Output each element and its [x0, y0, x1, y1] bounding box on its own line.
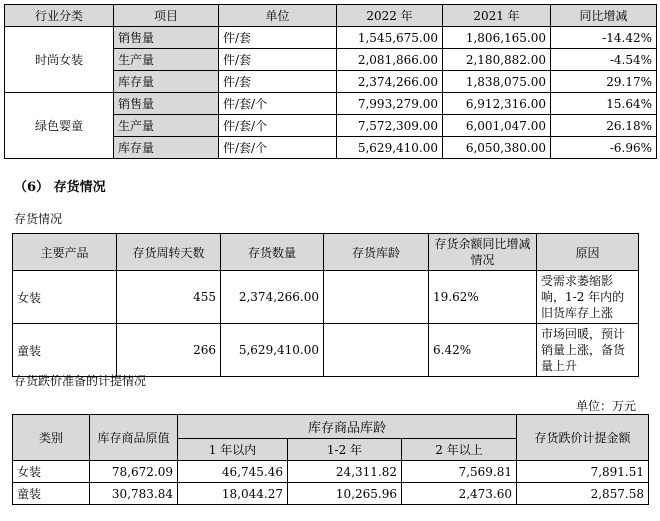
header-industry: 行业分类 — [5, 5, 114, 27]
balance-change-cell: 19.62% — [429, 271, 537, 324]
value-2021-cell: 1,806,165.00 — [443, 27, 551, 49]
unit-cell: 件/套 — [219, 71, 337, 93]
product-cell: 女装 — [13, 271, 117, 324]
header-unit: 单位 — [219, 5, 337, 27]
unit-note: 单位：万元 — [576, 399, 637, 413]
change-cell: -4.54% — [551, 49, 657, 71]
change-cell: -14.42% — [551, 27, 657, 49]
inventory-table — [12, 233, 639, 377]
item-cell: 库存量 — [114, 137, 219, 159]
change-cell: 15.64% — [551, 93, 657, 115]
over-2-years-cell: 2,473.60 — [402, 483, 517, 505]
original-value-cell: 78,672.09 — [90, 461, 178, 483]
table-row — [13, 271, 639, 324]
value-2022-cell: 2,081,866.00 — [337, 49, 443, 71]
item-cell: 库存量 — [114, 71, 219, 93]
days-cell: 266 — [117, 324, 221, 377]
value-2022-cell: 7,993,279.00 — [337, 93, 443, 115]
quantity-cell: 2,374,266.00 — [221, 271, 324, 324]
over-2-years-cell: 7,569.81 — [402, 461, 517, 483]
item-cell: 生产量 — [114, 49, 219, 71]
unit-cell: 件/套 — [219, 49, 337, 71]
value-2021-cell: 6,912,316.00 — [443, 93, 551, 115]
1-2-years-cell: 10,265.96 — [288, 483, 402, 505]
item-cell: 销售量 — [114, 93, 219, 115]
table-row — [13, 461, 649, 483]
value-2021-cell: 6,050,380.00 — [443, 137, 551, 159]
reason-cell: 市场回暖，预计销量上涨，备货量上升 — [537, 324, 639, 377]
header-product: 主要产品 — [13, 234, 117, 271]
header-age: 存货库龄 — [324, 234, 429, 271]
header-change: 同比增减 — [551, 5, 657, 27]
header-turnover-days: 存货周转天数 — [117, 234, 221, 271]
subheading-inventory: 存货情况 — [14, 212, 63, 226]
item-cell: 销售量 — [114, 27, 219, 49]
subheading-provision: 存货跌价准备的计提情况 — [14, 374, 147, 388]
value-2021-cell: 2,180,882.00 — [443, 49, 551, 71]
header-balance-change: 存货余额同比增减情况 — [429, 234, 537, 271]
balance-change-cell: 6.42% — [429, 324, 537, 377]
product-cell: 童装 — [13, 324, 117, 377]
age-cell — [324, 271, 429, 324]
value-2021-cell: 1,838,075.00 — [443, 71, 551, 93]
production-sales-table — [4, 4, 657, 159]
quantity-cell: 5,629,410.00 — [221, 324, 324, 377]
table-row — [5, 93, 657, 115]
age-cell — [324, 324, 429, 377]
within-1-year-cell: 46,745.46 — [178, 461, 288, 483]
header-2021: 2021 年 — [443, 5, 551, 27]
table-row — [13, 324, 639, 377]
unit-cell: 件/套/个 — [219, 115, 337, 137]
header-category: 类别 — [13, 415, 90, 461]
provision-table — [12, 414, 649, 505]
provision-cell: 2,857.58 — [517, 483, 649, 505]
1-2-years-cell: 24,311.82 — [288, 461, 402, 483]
category-cell: 童装 — [13, 483, 90, 505]
section-heading: （6） 存货情况 — [14, 180, 106, 195]
within-1-year-cell: 18,044.27 — [178, 483, 288, 505]
value-2022-cell: 2,374,266.00 — [337, 71, 443, 93]
provision-cell: 7,891.51 — [517, 461, 649, 483]
category-cell: 绿色婴童 — [5, 93, 114, 159]
header-reason: 原因 — [537, 234, 639, 271]
change-cell: -6.96% — [551, 137, 657, 159]
original-value-cell: 30,783.84 — [90, 483, 178, 505]
category-cell: 女装 — [13, 461, 90, 483]
value-2021-cell: 6,001,047.00 — [443, 115, 551, 137]
header-provision: 存货跌价计提金额 — [517, 415, 649, 461]
header-age-group: 库存商品库龄 — [178, 415, 517, 439]
table-row — [5, 27, 657, 49]
unit-cell: 件/套 — [219, 27, 337, 49]
value-2022-cell: 5,629,410.00 — [337, 137, 443, 159]
unit-cell: 件/套/个 — [219, 93, 337, 115]
value-2022-cell: 7,572,309.00 — [337, 115, 443, 137]
header-quantity: 存货数量 — [221, 234, 324, 271]
table-row — [13, 483, 649, 505]
header-within-1-year: 1 年以内 — [178, 439, 288, 461]
days-cell: 455 — [117, 271, 221, 324]
change-cell: 26.18% — [551, 115, 657, 137]
unit-cell: 件/套/个 — [219, 137, 337, 159]
reason-cell: 受需求萎缩影响，1-2 年内的旧货库存上涨 — [537, 271, 639, 324]
category-cell: 时尚女装 — [5, 27, 114, 93]
item-cell: 生产量 — [114, 115, 219, 137]
header-original-value: 库存商品原值 — [90, 415, 178, 461]
header-2022: 2022 年 — [337, 5, 443, 27]
header-over-2-years: 2 年以上 — [402, 439, 517, 461]
value-2022-cell: 1,545,675.00 — [337, 27, 443, 49]
header-1-2-years: 1-2 年 — [288, 439, 402, 461]
header-item: 项目 — [114, 5, 219, 27]
change-cell: 29.17% — [551, 71, 657, 93]
